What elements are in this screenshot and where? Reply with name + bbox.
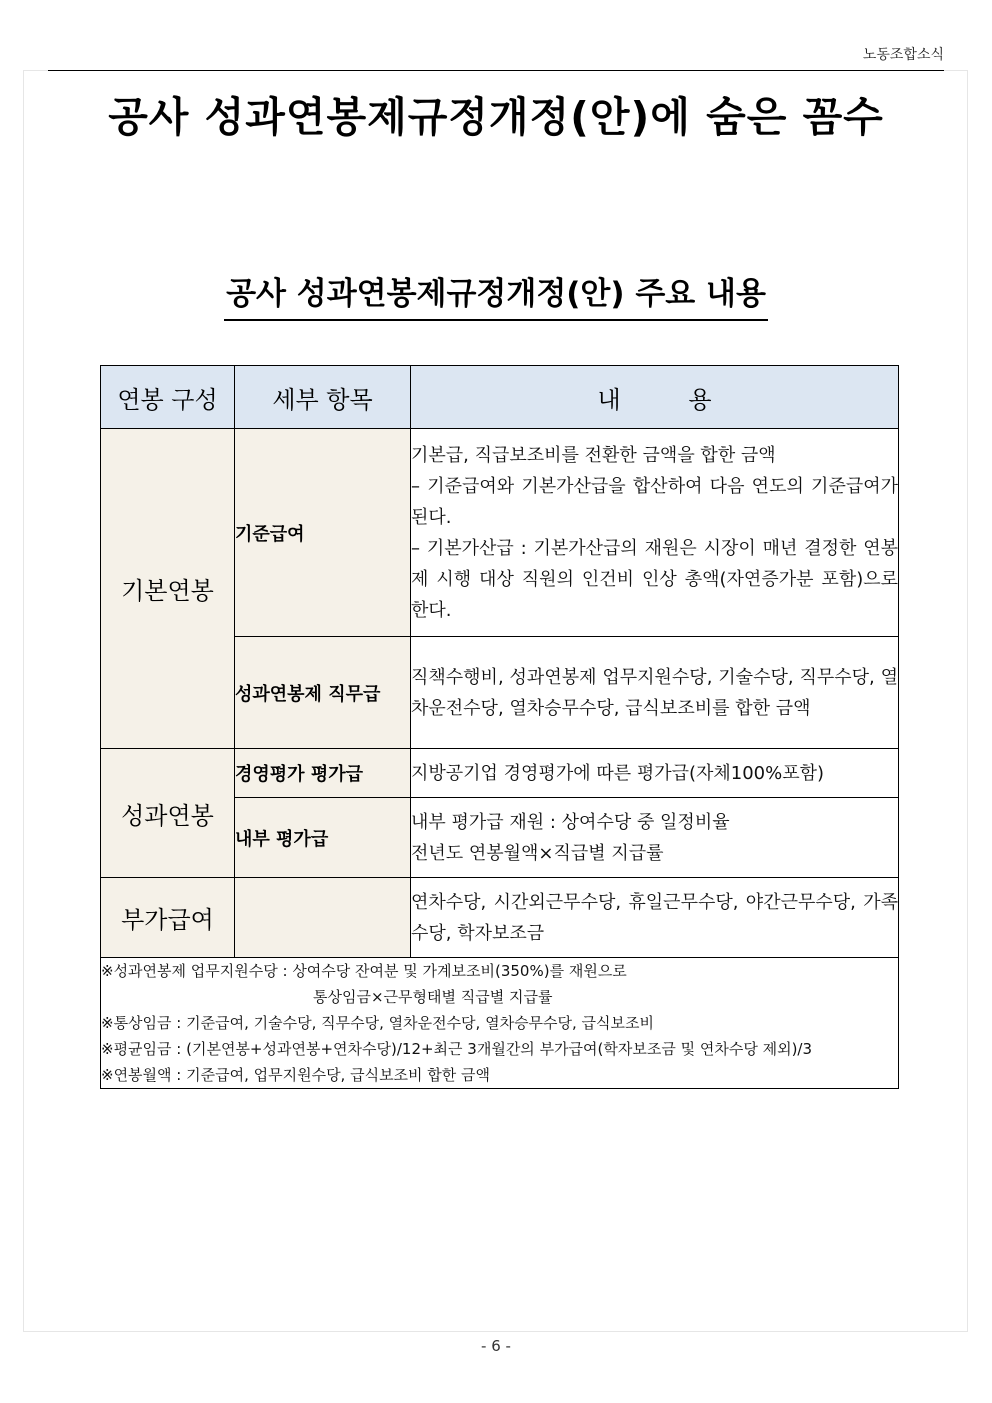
group-extra-pay: 부가급여 xyxy=(101,878,235,958)
content-line: – 기준급여와 기본가산급을 합산하여 다음 연도의 기준급여가 된다. xyxy=(411,475,898,528)
note-line: ※통상임금 : 기준급여, 기술수당, 직무수당, 열차운전수당, 열차승무수당, 급식보조비 xyxy=(101,1014,655,1032)
item-content xyxy=(411,749,899,798)
page-number: - 6 - xyxy=(481,1337,511,1355)
content-line: 기본급, 직급보조비를 전환한 금액을 합한 금액 xyxy=(411,444,776,466)
header-content: 내 용 xyxy=(411,366,899,429)
content-line: 연차수당, 시간외근무수당, 휴일근무수당, 야간근무수당, 가족수당, 학자보조금 xyxy=(411,891,898,944)
salary-structure-table xyxy=(100,365,899,1089)
table-row xyxy=(101,749,899,798)
header-rule xyxy=(48,70,944,71)
section-subtitle: 공사 성과연봉제규정개정(안) 주요 내용 xyxy=(224,268,768,321)
group-performance-salary: 성과연봉 xyxy=(101,749,235,878)
note-line: 통상임금×근무형태별 직급별 지급률 xyxy=(313,988,553,1006)
note-line: ※평균임금 : (기본연봉+성과연봉+연차수당)/12+최근 3개월간의 부가급여(학자보조금 및 연차수당 제외)/3 xyxy=(101,1040,813,1058)
item-content xyxy=(411,429,899,637)
item-content xyxy=(411,878,899,958)
header-composition: 연봉 구성 xyxy=(101,366,235,429)
table-row xyxy=(101,878,899,958)
header-detail: 세부 항목 xyxy=(235,366,411,429)
subtitle-wrap xyxy=(0,268,992,321)
item-label: 기준급여 xyxy=(235,429,411,637)
table-row xyxy=(101,429,899,637)
item-label xyxy=(235,878,411,958)
notes-cell xyxy=(101,958,899,1089)
note-line: ※연봉월액 : 기준급여, 업무지원수당, 급식보조비 합한 금액 xyxy=(101,1066,491,1084)
item-content xyxy=(411,637,899,749)
header-label: 노동조합소식 xyxy=(862,47,944,63)
content-line: – 기본가산급 : 기본가산급의 재원은 시장이 매년 결정한 연봉제 시행 대상 직원의 인건비 인상 총액(자연증가분 포함)으로 한다. xyxy=(411,537,898,621)
group-basic-salary: 기본연봉 xyxy=(101,429,235,749)
content-line: 직책수행비, 성과연봉제 업무지원수당, 기술수당, 직무수당, 열차운전수당, 열차승무수당, 급식보조비를 합한 금액 xyxy=(411,666,898,719)
item-label: 내부 평가급 xyxy=(235,798,411,878)
content-line: 지방공기업 경영평가에 따른 평가급(자체100%포함) xyxy=(411,762,825,784)
item-content xyxy=(411,798,899,878)
item-label: 성과연봉제 직무급 xyxy=(235,637,411,749)
content-line: 내부 평가급 재원 : 상여수당 중 일정비율 xyxy=(411,811,730,833)
table-header-row xyxy=(101,366,899,429)
content-line: 전년도 연봉월액×직급별 지급률 xyxy=(411,842,664,864)
notes-row xyxy=(101,958,899,1089)
item-label: 경영평가 평가급 xyxy=(235,749,411,798)
note-line: ※성과연봉제 업무지원수당 : 상여수당 잔여분 및 가계보조비(350%)를 재원으로 xyxy=(101,962,627,980)
page-title: 공사 성과연봉제규정개정(안)에 숨은 꼼수 xyxy=(108,93,884,141)
